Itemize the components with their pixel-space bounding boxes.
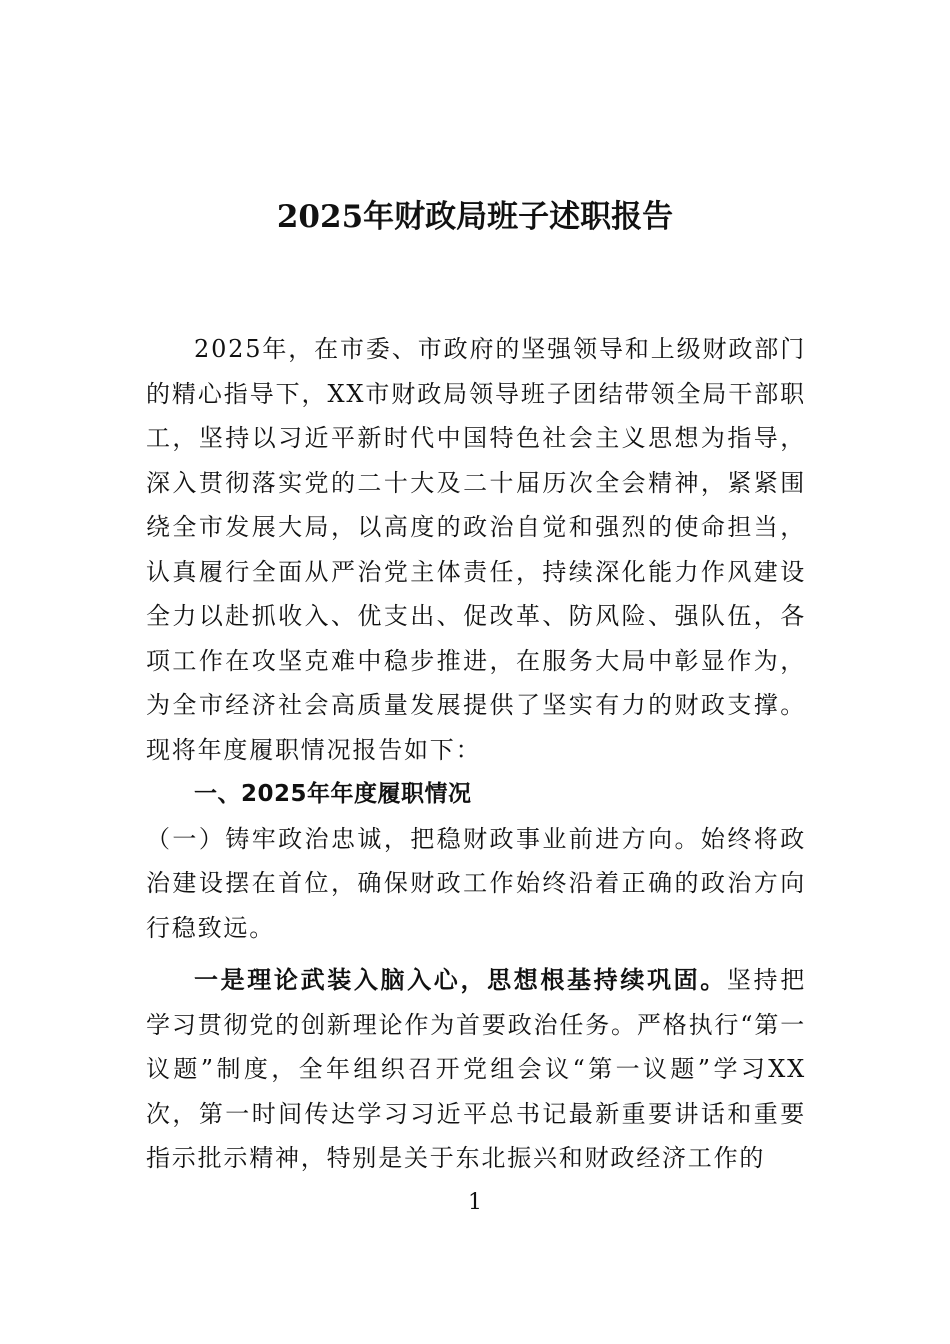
intro-paragraph: 2025年，在市委、市政府的坚强领导和上级财政部门的精心指导下，XX市财政局领导班子团结带领全局干部职工，坚持以习近平新时代中国特色社会主义思想为指导，深入贯彻落实党的二十大及二十届历次全会精神，紧紧围绕全市发展大局，以高度的政治自觉和强烈的使命担当，认真履行全面从严治党主体责任，持续深化能力作风建设全力以赴抓收入、优支出、促改革、防风险、强队伍，各项工作在攻坚克难中稳步推进，在服务大局中彰显作为，为全市经济社会高质量发展提供了坚实有力的财政支撑。现将年度履职情况报告如下：: [146, 335, 806, 764]
point-lead-text: 一是理论武装入脑入心，思想根基持续巩固。: [194, 965, 727, 994]
document-body: [146, 327, 806, 1181]
document-title: 2025年财政局班子述职报告: [276, 199, 674, 235]
subsection-paragraph: （一）铸牢政治忠诚，把稳财政事业前进方向。始终将政治建设摆在首位，确保财政工作始终沿着正确的政治方向行稳致远。: [146, 824, 806, 942]
page-number: 1: [468, 1190, 482, 1215]
paragraph-gap: [146, 950, 806, 958]
section-heading: 一、2025年年度履职情况: [194, 781, 472, 807]
point-paragraph: [146, 958, 806, 1181]
point-body-text: 坚持把学习贯彻党的创新理论作为首要政治任务。严格执行“第一议题”制度，全年组织召开党组会议“第一议题”学习XX次，第一时间传达学习习近平总书记最新重要讲话和重要指示批示精神，特别是关于东北振兴和财政经济工作的: [146, 966, 806, 1172]
